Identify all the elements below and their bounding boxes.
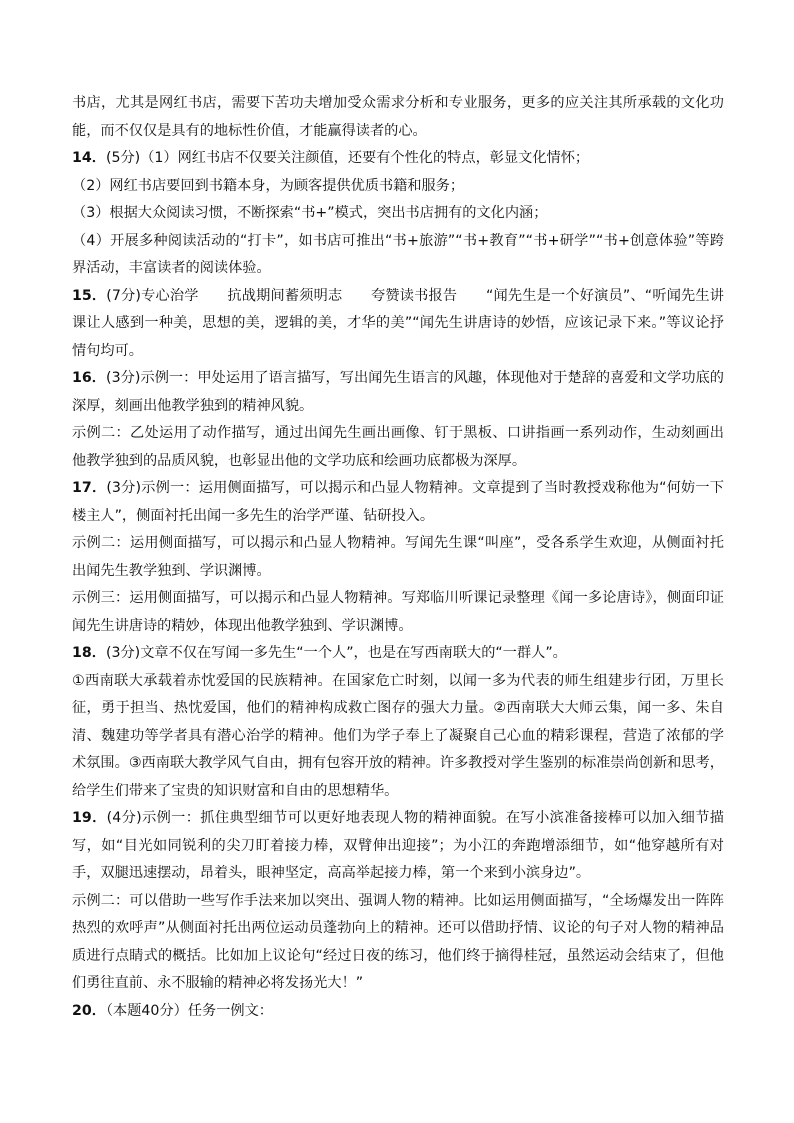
paragraph-q16 bbox=[72, 365, 724, 420]
paragraph-text: 示例二：运用侧面描写，可以揭示和凸显人物精神。写闻先生课“叫座”，受各系学生欢迎，从侧面衬托出闻先生教学独到、学识渊博。 bbox=[72, 535, 724, 579]
paragraph-text: (3分)示例一：运用侧面描写，可以揭示和凸显人物精神。文章提到了当时教授戏称他为“何妨一下楼主人”，侧面衬托出闻一多先生的治学严谨、钻研投入。 bbox=[72, 480, 724, 524]
paragraph-q20 bbox=[72, 998, 724, 1026]
paragraph-q14 bbox=[72, 145, 724, 173]
paragraph-q18 bbox=[72, 640, 724, 668]
paragraph-text: (7分)专心治学 抗战期间蓄须明志 夸赞读书报告 “闻先生是一个好演员”、“听闻先生讲课让人感到一种美，思想的美，逻辑的美，才华的美”“闻先生讲唐诗的妙悟，应该记录下来。”等议论抒情句均可。 bbox=[72, 287, 724, 359]
paragraph-text: (3分)示例一：甲处运用了语言描写，写出闻先生语言的风趣，体现他对于楚辞的喜爱和文学功底的深厚，刻画出他教学独到的精神风貌。 bbox=[72, 370, 724, 414]
answer-key-text bbox=[72, 90, 724, 1025]
paragraph-q16-example2 bbox=[72, 420, 724, 475]
paragraph-text: 示例三：运用侧面描写，可以揭示和凸显人物精神。写郑临川听课记录整理《闻一多论唐诗》，侧面印证闻先生讲唐诗的精妙，体现出他教学独到、学识渊博。 bbox=[72, 590, 724, 634]
paragraph-text: (4分)示例一：抓住典型细节可以更好地表现人物的精神面貌。在写小滨准备接棒可以加入细节描写，如“目光如同锐利的尖刀盯着接力棒，双臂伸出迎接”；为小江的奔跑增添细节，如“他穿越所有对手，双腿迅速摆动，昂着头，眼神坚定，高高举起接力棒，第一个来到小滨身边”。 bbox=[72, 810, 724, 881]
paragraph-text: （4）开展多种阅读活动的“打卡”，如书店可推出“书+旅游”“书+教育”“书+研学”“书+创意体验”等跨界活动，丰富读者的阅读体验。 bbox=[72, 232, 724, 276]
paragraph-text: ①西南联大承载着赤忱爱国的民族精神。在国家危亡时刻，以闻一多为代表的师生组建步行团，万里长征，勇于担当、热忱爱国，他们的精神构成救亡图存的强大力量。②西南联大大师云集，闻一多、朱自清、魏建功等学者具有潜心治学的精神。他们为学子奉上了凝聚自己心血的精彩课程，营造了浓郁的学术氛围。③西南联大教学风气自由，拥有包容开放的精神。许多教授对学生鉴别的标准崇尚创新和思考，给学生们带来了宝贵的知识财富和自由的思想精华。 bbox=[72, 672, 724, 799]
paragraph-text: (3分)文章不仅在写闻一多先生“一个人”，也是在写西南联大的“一群人”。 bbox=[105, 645, 567, 661]
paragraph-text: (5分)（1）网红书店不仅要关注颜值，还要有个性化的特点，彰显文化情怀； bbox=[105, 150, 590, 166]
paragraph-q17 bbox=[72, 475, 724, 530]
question-number: 18． bbox=[72, 645, 106, 661]
paragraph-text: （2）网红书店要回到书籍本身，为顾客提供优质书籍和服务； bbox=[72, 177, 465, 194]
question-number: 17． bbox=[72, 480, 107, 496]
paragraph-text: 示例二：可以借助一些写作手法来加以突出、强调人物的精神。比如运用侧面描写，“全场爆发出一阵阵热烈的欢呼声”从侧面衬托出两位运动员蓬勃向上的精神。还可以借助抒情、议论的句子对人物的精神品质进行点睛式的概括。比如加上议论句“经过日夜的练习，他们终于摘得桂冠，虽然运动会结束了，但他们勇往直前、永不服输的精神必将发扬光大！” bbox=[72, 892, 724, 991]
question-number: 19． bbox=[72, 810, 107, 826]
paragraph-q14-point4 bbox=[72, 228, 724, 283]
paragraph-q14-point2 bbox=[72, 173, 724, 201]
question-number: 15． bbox=[72, 287, 107, 304]
paragraph-text: 书店，尤其是网红书店，需要下苦功夫增加受众需求分析和专业服务，更多的应关注其所承载的文化功能，而不仅仅是具有的地标性价值，才能赢得读者的心。 bbox=[72, 95, 724, 139]
paragraph-q19 bbox=[72, 805, 724, 888]
paragraph-text: （3）根据大众阅读习惯，不断探索“书+”模式，突出书店拥有的文化内涵； bbox=[72, 205, 548, 221]
question-number: 14． bbox=[72, 150, 106, 166]
paragraph-q15 bbox=[72, 283, 724, 366]
paragraph-q18-detail bbox=[72, 668, 724, 806]
paragraph-q14-point3 bbox=[72, 200, 724, 228]
paragraph-text: （本题40分）任务一例文： bbox=[105, 1002, 273, 1019]
paragraph-continuation bbox=[72, 90, 724, 145]
question-number: 16． bbox=[72, 370, 107, 386]
question-number: 20． bbox=[72, 1002, 106, 1019]
paragraph-q17-example3 bbox=[72, 585, 724, 640]
paragraph-q19-example2 bbox=[72, 888, 724, 998]
paragraph-q17-example2 bbox=[72, 530, 724, 585]
paragraph-text: 示例二：乙处运用了动作描写，通过出闻先生画出画像、钉于黑板、口讲指画一系列动作，生动刻画出他教学独到的品质风貌，也彰显出他的文学功底和绘画功底都极为深厚。 bbox=[72, 425, 724, 469]
